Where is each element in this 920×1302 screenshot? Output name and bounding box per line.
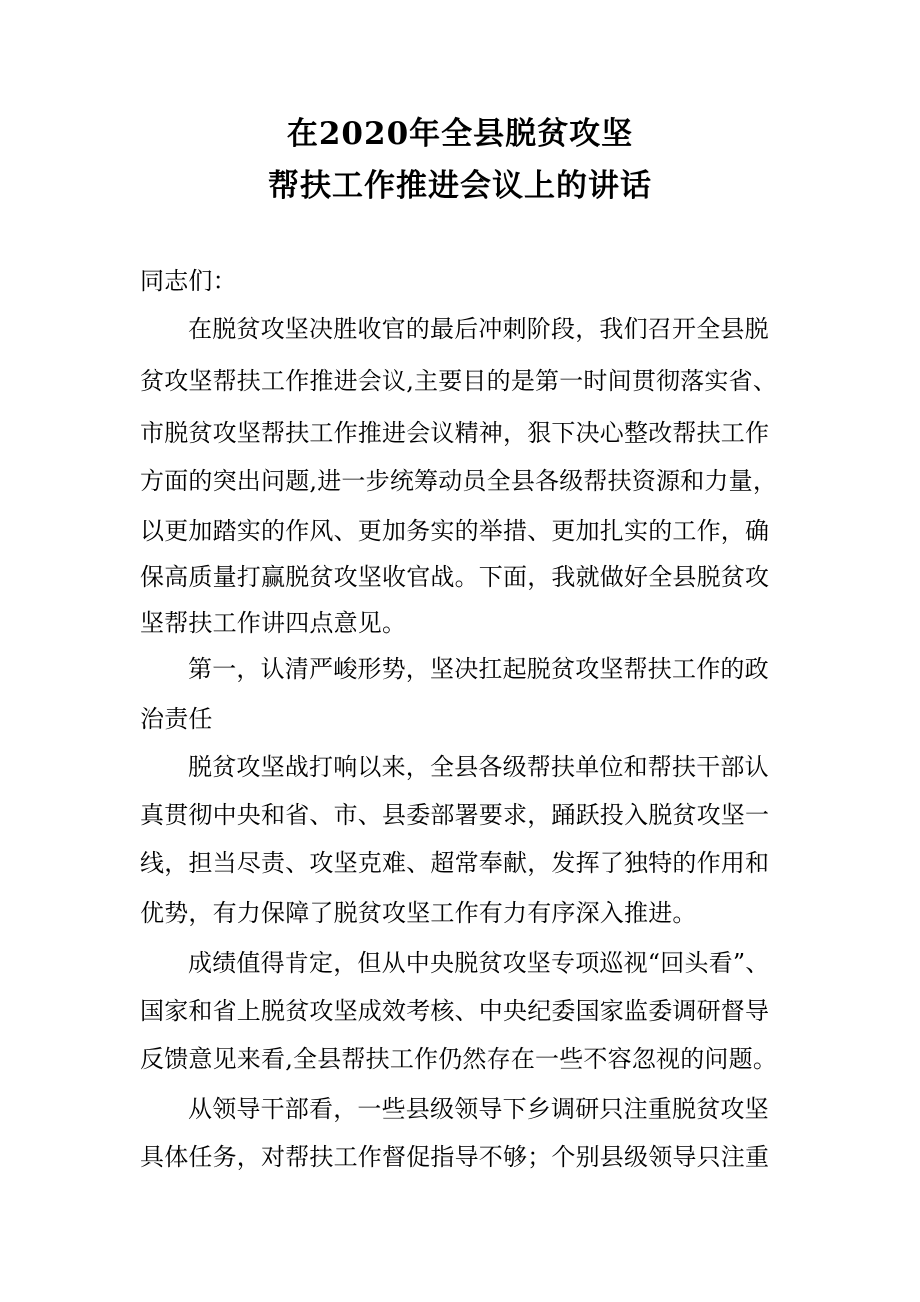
paragraph-2-line-3: 线，担当尽责、攻坚克难、超常奉献，发挥了独特的作用和 [140, 849, 770, 877]
salutation-line: 同志们： [140, 267, 237, 295]
paragraph-1-line-2: 贫攻坚帮扶工作推进会议,主要目的是第一时间贯彻落实省、 [140, 367, 778, 395]
paragraph-1-line-4: 方面的突出问题,进一步统筹动员全县各级帮扶资源和力量， [140, 467, 778, 495]
paragraph-4-line-1: 从领导干部看，一些县级领导下乡调研只注重脱贫攻坚 [188, 1095, 769, 1123]
paragraph-3-line-2: 国家和省上脱贫攻坚成效考核、中央纪委国家监委调研督导 [140, 997, 770, 1025]
paragraph-4-line-2: 具体任务，对帮扶工作督促指导不够；个别县级领导只注重 [140, 1143, 770, 1171]
paragraph-1-line-1: 在脱贫攻坚决胜收官的最后冲刺阶段，我们召开全县脱 [188, 315, 769, 343]
section-heading-line-2: 治责任 [140, 705, 213, 733]
section-heading-line-1: 第一，认清严峻形势，坚决扛起脱贫攻坚帮扶工作的政 [188, 655, 769, 683]
paragraph-2-line-4: 优势，有力保障了脱贫攻坚工作有力有序深入推进。 [140, 899, 697, 927]
paragraph-3-line-3: 反馈意见来看,全县帮扶工作仍然存在一些不容忽视的问题。 [140, 1045, 778, 1073]
paragraph-2-line-1: 脱贫攻坚战打响以来，全县各级帮扶单位和帮扶干部认 [188, 753, 769, 781]
document-title-line-1: 在2020年全县脱贫攻坚 [286, 116, 634, 152]
paragraph-3-line-1: 成绩值得肯定，但从中央脱贫攻坚专项巡视“回头看”、 [188, 949, 770, 977]
paragraph-1-line-7: 坚帮扶工作讲四点意见。 [140, 609, 407, 637]
document-title-line-2: 帮扶工作推进会议上的讲话 [268, 168, 652, 204]
paragraph-1-line-5: 以更加踏实的作风、更加务实的举措、更加扎实的工作，确 [140, 517, 770, 545]
paragraph-2-line-2: 真贯彻中央和省、市、县委部署要求，踊跃投入脱贫攻坚一 [140, 801, 770, 829]
paragraph-1-line-6: 保高质量打赢脱贫攻坚收官战。下面，我就做好全县脱贫攻 [140, 563, 770, 591]
paragraph-1-line-3: 市脱贫攻坚帮扶工作推进会议精神，狠下决心整改帮扶工作 [140, 419, 770, 447]
